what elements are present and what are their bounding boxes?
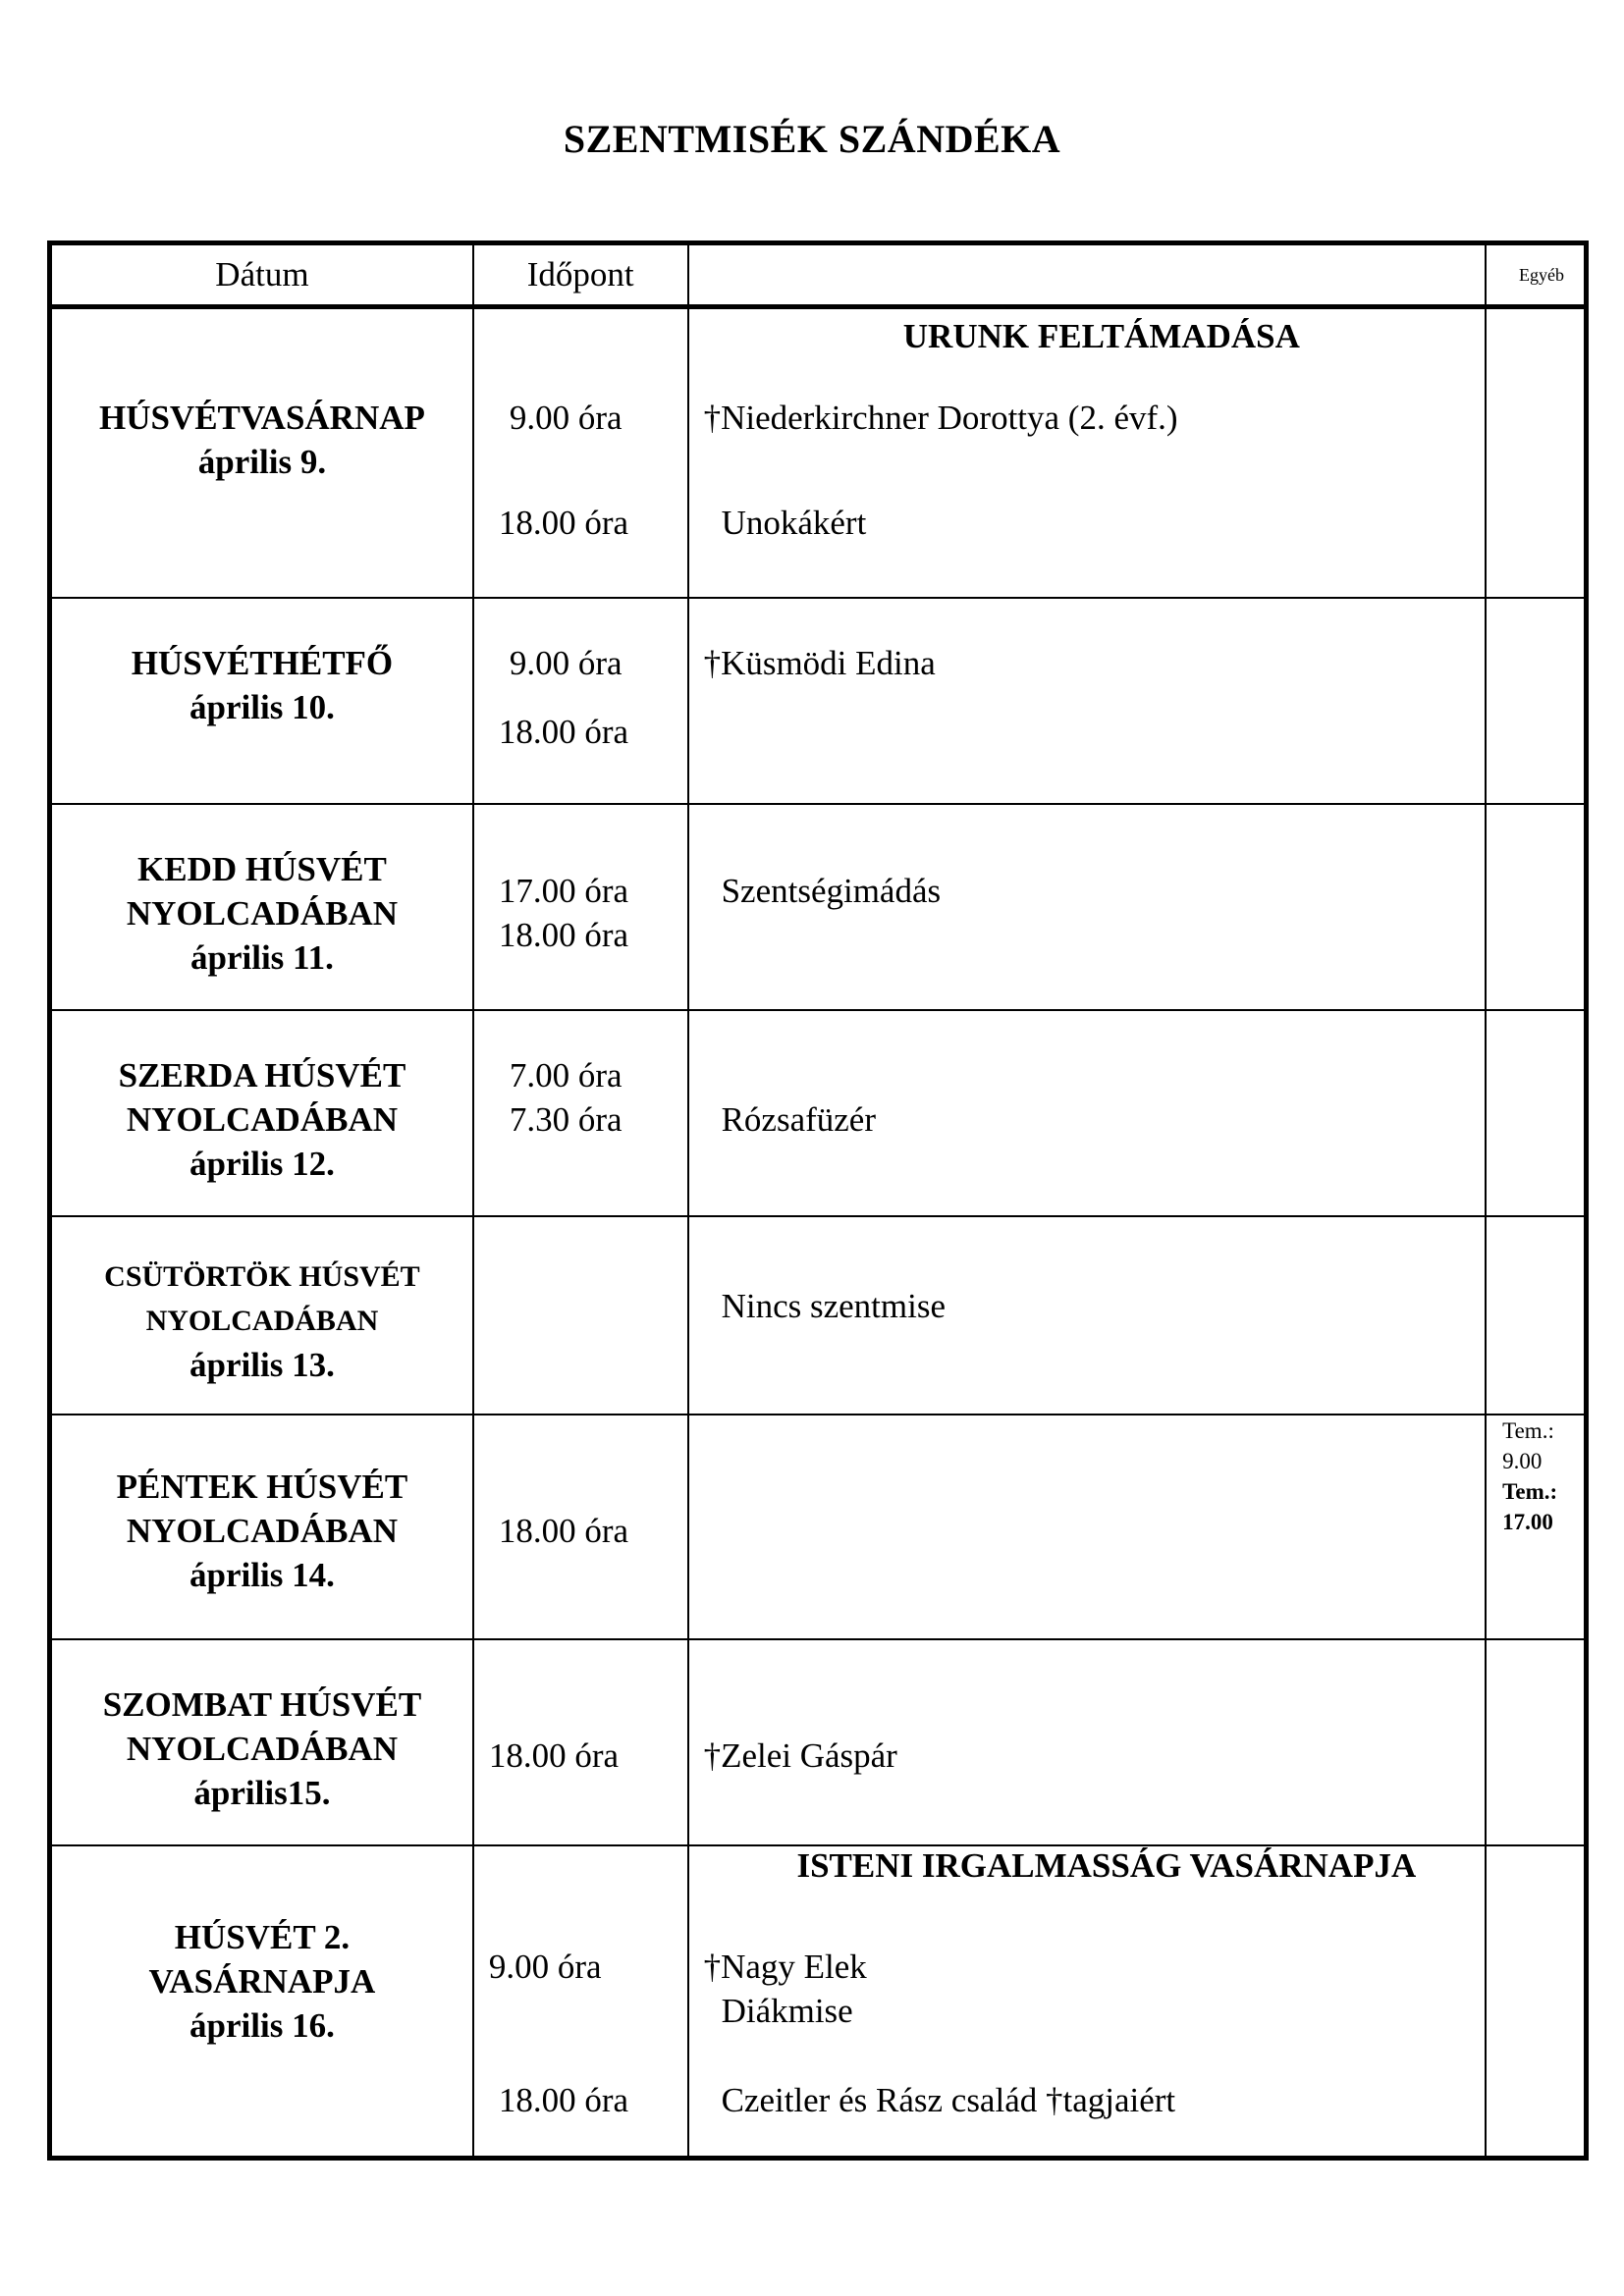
mass-time: 9.00 óra — [509, 644, 623, 682]
table-row — [50, 598, 1587, 804]
page-title: SZENTMISÉK SZÁNDÉKA — [563, 117, 1061, 161]
mass-time: 7.30 óra — [509, 1100, 623, 1139]
header-date: Dátum — [50, 243, 473, 307]
day-label: NYOLCADÁBAN — [126, 1730, 398, 1768]
date-label: április 12. — [189, 1145, 335, 1183]
day-label: PÉNTEK HÚSVÉT — [116, 1468, 408, 1506]
date-label: április15. — [193, 1774, 331, 1812]
mass-intention: Rózsafüzér — [721, 1100, 876, 1139]
day-label: HÚSVÉTHÉTFŐ — [131, 644, 394, 682]
mass-intention: †Niederkirchner Dorottya (2. évf.) — [703, 399, 1178, 437]
mass-intention: Nincs szentmise — [721, 1287, 946, 1325]
table-row — [50, 1415, 1587, 1639]
table-row — [50, 804, 1587, 1010]
day-label: NYOLCADÁBAN — [126, 894, 398, 933]
date-label: április 11. — [190, 938, 334, 977]
day-label: SZERDA HÚSVÉT — [118, 1056, 406, 1095]
date-label: április 10. — [189, 688, 335, 726]
mass-intention: Diákmise — [721, 1992, 853, 2030]
day-label: VASÁRNAPJA — [148, 1962, 376, 2001]
mass-time: 9.00 óra — [488, 1948, 602, 1986]
header-time: Időpont — [473, 243, 688, 307]
other-note: Tem.: — [1502, 1479, 1558, 1504]
day-label: NYOLCADÁBAN — [145, 1305, 379, 1337]
date-label: április 9. — [197, 443, 327, 481]
header-intention — [688, 243, 1487, 307]
mass-time: 18.00 óra — [498, 1512, 629, 1550]
other-note: 17.00 — [1502, 1510, 1553, 1534]
header-row — [50, 243, 1587, 307]
mass-intention: Unokákért — [721, 504, 867, 542]
day-label: KEDD HÚSVÉT — [137, 850, 387, 888]
mass-time: 17.00 óra — [498, 872, 629, 910]
day-label: HÚSVÉTVASÁRNAP — [98, 399, 425, 437]
table-row — [50, 1639, 1587, 1845]
table-row — [50, 1216, 1587, 1415]
mass-time: 9.00 óra — [509, 399, 623, 437]
feast-title: URUNK FELTÁMADÁSA — [902, 317, 1300, 355]
table-row — [50, 1010, 1587, 1216]
mass-time: 18.00 óra — [498, 504, 629, 542]
day-label: SZOMBAT HÚSVÉT — [102, 1685, 422, 1724]
mass-time: 18.00 óra — [498, 2081, 629, 2119]
table-row — [50, 307, 1587, 599]
mass-intentions-table — [47, 240, 1589, 2161]
header-other: Egyéb — [1486, 243, 1586, 307]
mass-intention: Szentségimádás — [721, 872, 942, 910]
day-label: NYOLCADÁBAN — [126, 1100, 398, 1139]
date-label: április 14. — [189, 1556, 335, 1594]
other-note: 9.00 — [1502, 1449, 1543, 1473]
mass-intention: Czeitler és Rász család †tagjaiért — [721, 2081, 1176, 2119]
mass-intention: †Nagy Elek — [703, 1948, 867, 1986]
mass-time: 18.00 óra — [488, 1736, 620, 1775]
feast-title: ISTENI IRGALMASSÁG VASÁRNAPJA — [796, 1846, 1417, 1885]
mass-intention: †Zelei Gáspár — [703, 1736, 897, 1775]
mass-time: 18.00 óra — [498, 713, 629, 751]
day-label: NYOLCADÁBAN — [126, 1512, 398, 1550]
other-note: Tem.: — [1502, 1418, 1554, 1443]
mass-intention: †Küsmödi Edina — [703, 644, 936, 682]
day-label: HÚSVÉT 2. — [174, 1918, 351, 1956]
day-label: CSÜTÖRTÖK HÚSVÉT — [104, 1260, 420, 1293]
date-label: április 13. — [189, 1346, 335, 1384]
mass-time: 18.00 óra — [498, 916, 629, 954]
mass-time: 7.00 óra — [509, 1056, 623, 1095]
table-row — [50, 1845, 1587, 2159]
date-label: április 16. — [189, 2006, 335, 2045]
